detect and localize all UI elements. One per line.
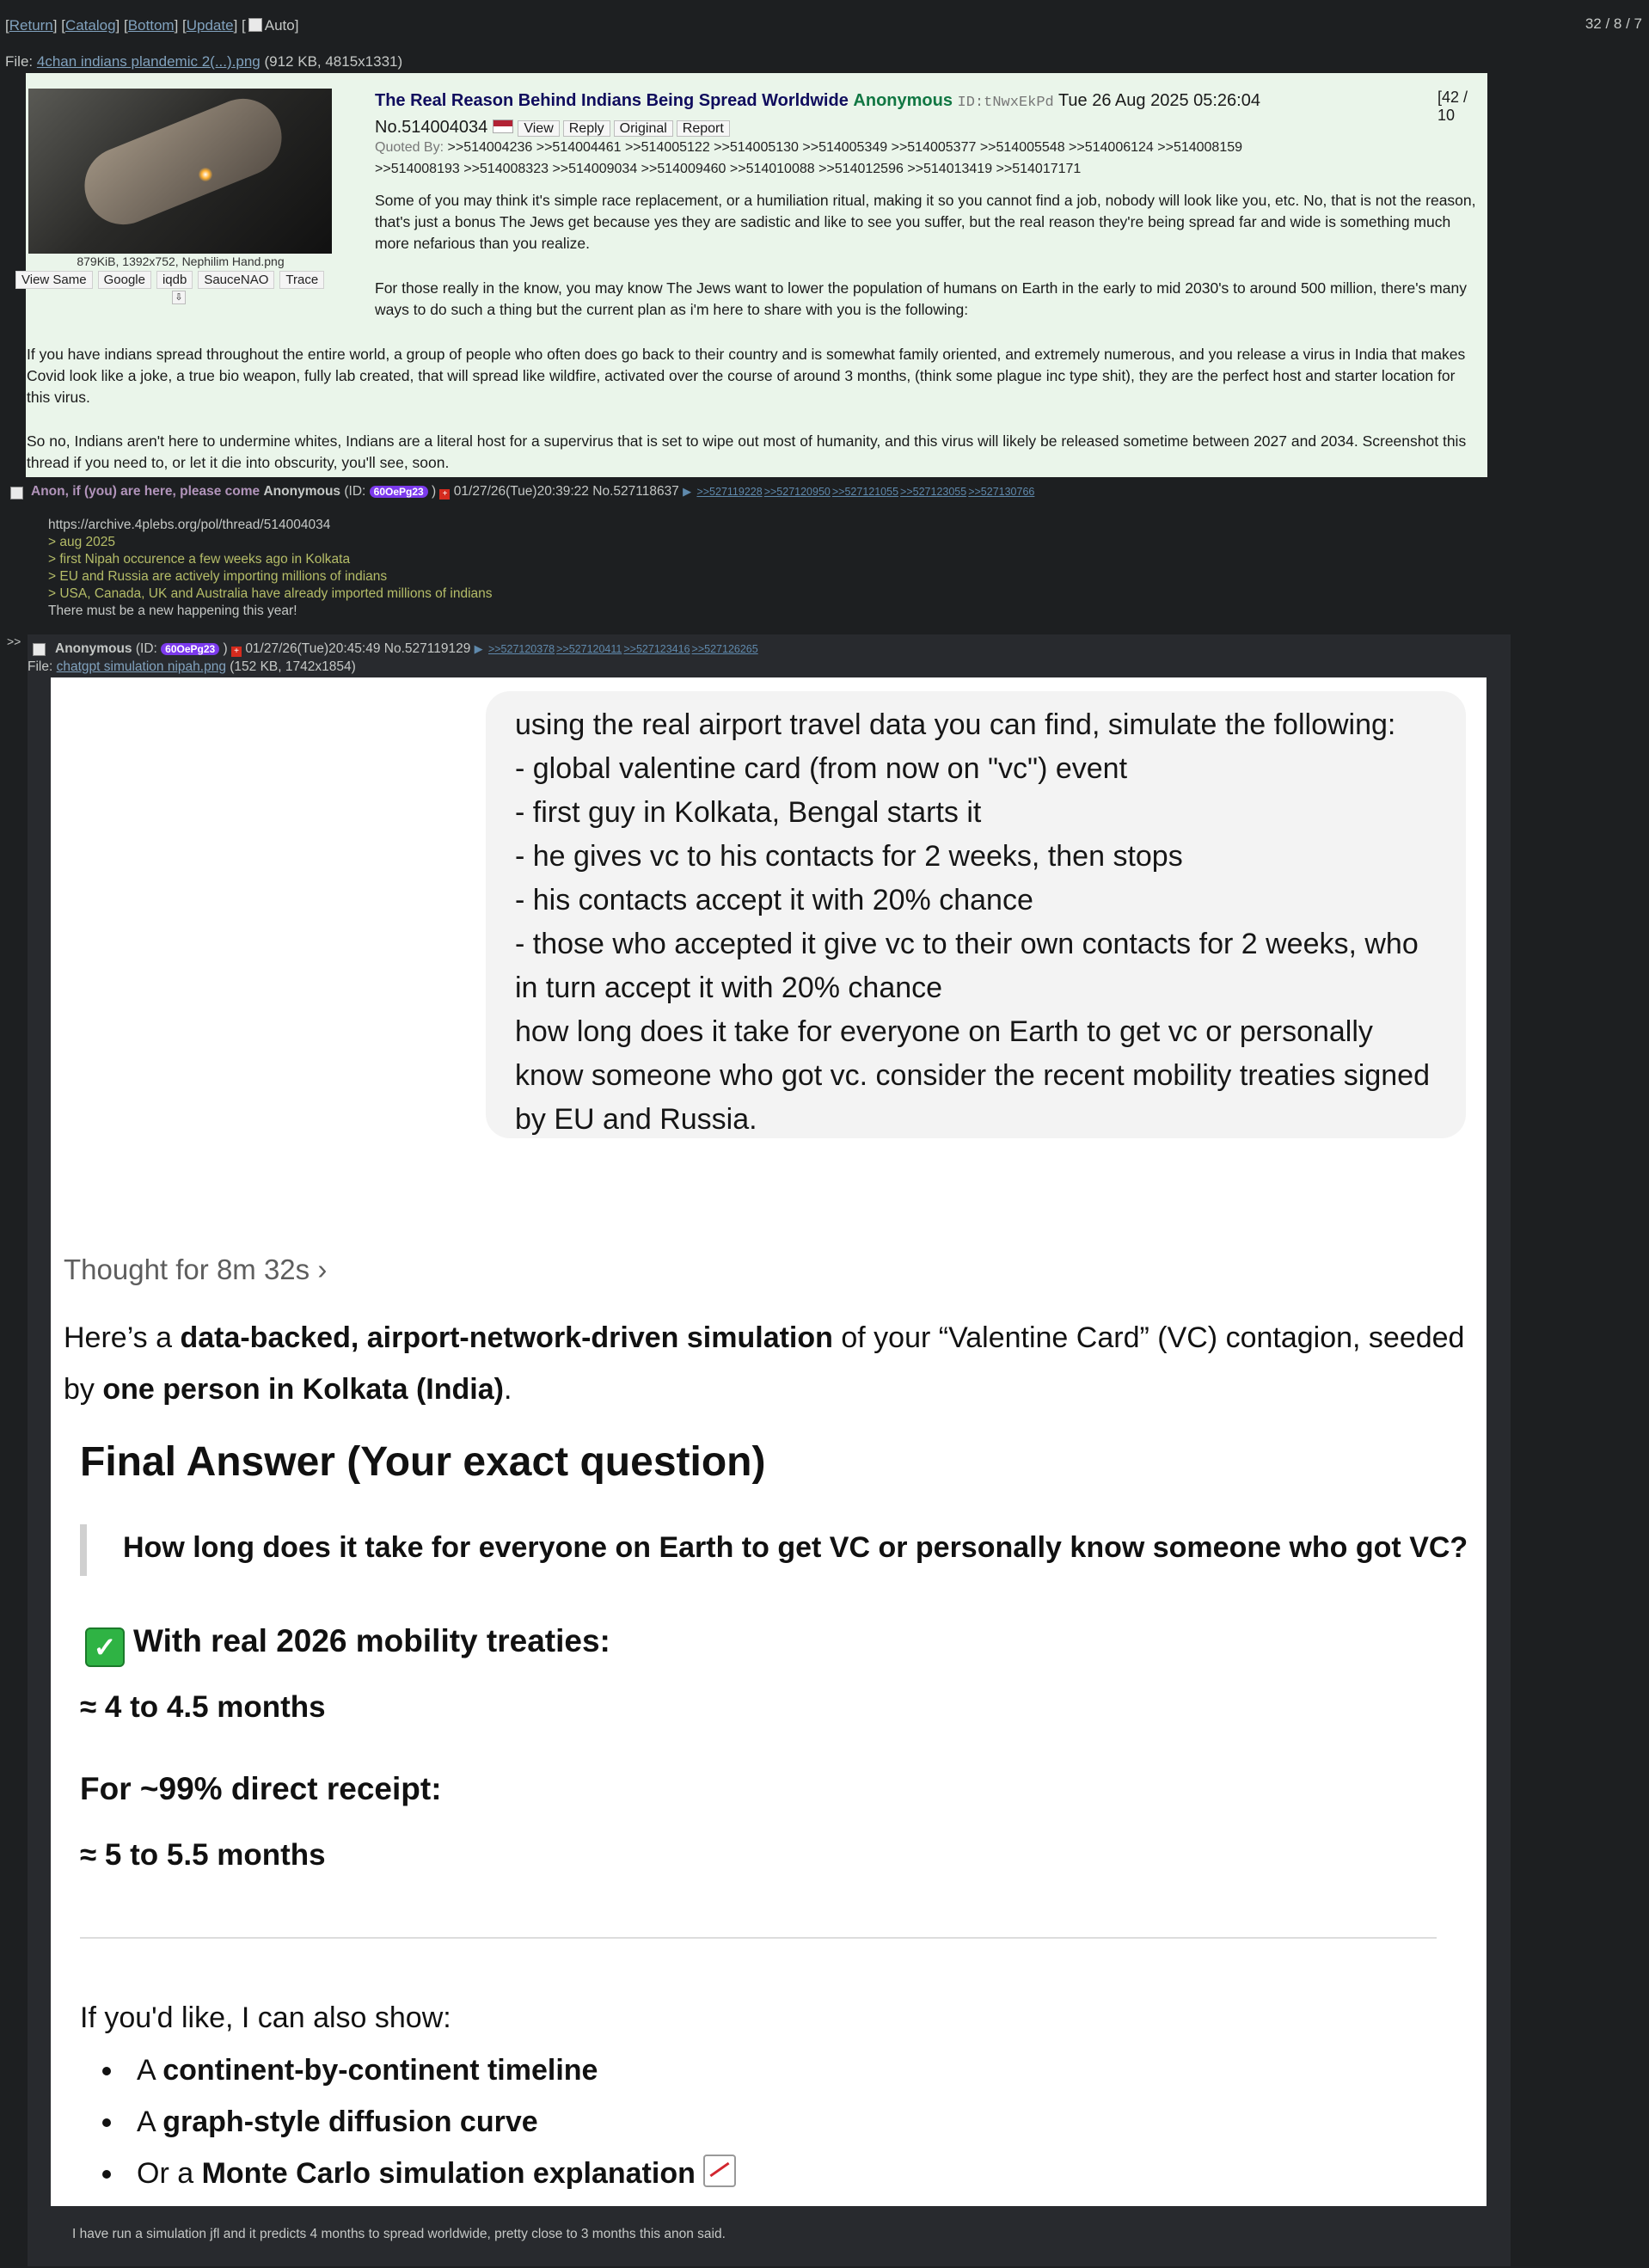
- thread-stats: 32 / 8 / 7: [1585, 15, 1642, 32]
- prompt-line: - first guy in Kolkata, Bengal starts it: [515, 796, 982, 829]
- direct-receipt-heading: For ~99% direct receipt:: [80, 1771, 442, 1806]
- backlink[interactable]: >>527120378: [487, 643, 555, 655]
- check-mark-icon: ✓: [85, 1627, 125, 1667]
- prompt-line: - global valentine card (from now on "vc") event: [515, 752, 1128, 785]
- reply-file-info: File: chatgpt simulation nipah.png (152 KB, 1742x1854): [28, 659, 356, 674]
- reply-text-line: There must be a new happening this year!: [48, 604, 297, 618]
- reply-date: 01/27/26(Tue)20:39:22: [453, 484, 589, 499]
- glowing-light: [199, 168, 212, 181]
- op-number[interactable]: No.514004034: [375, 118, 488, 137]
- op-paragraph: Some of you may think it's simple race replacement, or a humiliation ritual, making it so you cannot find a job, nobody will look like you, etc. No, that is not the reason, that's just a bonus The Jews get because yes they are sadistic and like to see you suffer, but the real reason they're being spread far and wide is something much more nefarious than you realize.: [375, 192, 1476, 252]
- poster-id-badge[interactable]: 60OePg23: [370, 486, 428, 498]
- quoted-by-links[interactable]: >>514004236 >>514004461 >>514005122 >>514005130 >>514005349 >>514005377 >>514005548 >>514006124 >>514008159: [447, 140, 1243, 155]
- report-button[interactable]: Report: [677, 120, 730, 137]
- trace-button[interactable]: Trace: [279, 271, 324, 289]
- list-item: A continent-by-continent timeline: [80, 2044, 736, 2096]
- op-name: Anonymous: [853, 91, 953, 110]
- us-flag-icon: [493, 120, 513, 133]
- post-select-checkbox[interactable]: [33, 643, 46, 656]
- user-prompt-bubble: [486, 691, 1466, 1138]
- prompt-line: in turn accept it with 20% chance: [515, 972, 943, 1004]
- reply-post: [7, 634, 1511, 2266]
- greentext-line: > EU and Russia are actively importing millions of indians: [48, 569, 388, 584]
- follow-up-list: [80, 2044, 736, 2199]
- question-blockquote: How long does it take for everyone on Earth to get VC or personally know someone who got VC?: [80, 1524, 1445, 1576]
- chart-increasing-icon: [703, 2155, 736, 2187]
- view-same-button[interactable]: View Same: [15, 271, 93, 289]
- hand-shape: [73, 89, 293, 236]
- menu-arrow-icon[interactable]: ▶: [683, 485, 692, 498]
- reply-number[interactable]: No.527118637: [592, 484, 679, 499]
- mobility-heading: ✓ With real 2026 mobility treaties:: [85, 1623, 610, 1667]
- quoted-by-links[interactable]: >>514008193 >>514008323 >>514009034 >>514009460 >>514010088 >>514012596 >>514013419 >>514017171: [375, 162, 1082, 176]
- reply-name: Anonymous: [55, 641, 132, 656]
- direct-receipt-value: ≈ 5 to 5.5 months: [80, 1838, 326, 1872]
- post-select-checkbox[interactable]: [10, 487, 23, 500]
- op-post: [21, 73, 1487, 477]
- chat-screenshot-image[interactable]: [51, 677, 1487, 2206]
- final-answer-heading: Final Answer (Your exact question): [80, 1439, 766, 1485]
- list-item: A graph-style diffusion curve: [80, 2096, 736, 2148]
- op-header: [375, 89, 1484, 141]
- op-id: ID:tNwxEkPd: [957, 95, 1054, 111]
- nav-catalog-link[interactable]: Catalog: [64, 17, 116, 34]
- reply-header: Anon, if (you) are here, please come Anonymous (ID: 60OePg23 ) + 01/27/26(Tue)20:39:22 No.527118637 ▶ >>527119228 >>527120950 >>527121055 >>527123055 >>527130766: [31, 484, 1035, 499]
- backlink[interactable]: >>527121055: [831, 486, 899, 498]
- reply-number[interactable]: No.527119129: [383, 641, 471, 656]
- reply-body: [48, 517, 493, 620]
- reply-file-link[interactable]: chatgpt simulation nipah.png: [56, 659, 226, 674]
- flag-icon: +: [439, 489, 450, 500]
- download-icon[interactable]: ⇩: [172, 291, 186, 304]
- backlink[interactable]: >>527130766: [968, 486, 1035, 498]
- greentext-line: > aug 2025: [48, 535, 116, 549]
- answer-intro: Here’s a data-backed, airport-network-driven simulation of your “Valentine Card” (VC) contagion, seeded by one person in Kolkata (India).: [64, 1321, 1465, 1406]
- quoted-by: Quoted By: >>514004236 >>514004461 >>514005122 >>514005130 >>514005349 >>514005377 >>514005548 >>514006124 >>514008159 >>514008193 >>514008323 >>514009034 >>514009460 >>514010088 >>514012596 >>514013419 >>514017171: [375, 140, 1243, 176]
- reply-name: Anonymous: [263, 484, 341, 499]
- reply-header: Anonymous (ID: 60OePg23 ) + 01/27/26(Tue)20:45:49 No.527119129 ▶ >>527120378 >>527120411 >>527123416 >>527126265: [55, 641, 758, 656]
- poster-id-badge[interactable]: 60OePg23: [161, 643, 219, 655]
- reply-post: [0, 484, 1649, 622]
- backlink[interactable]: >>527123416: [623, 643, 690, 655]
- op-paragraph: For those really in the know, you may know The Jews want to lower the population of humans on Earth in the early to mid 2030's to around 500 million, there's many ways to do such a thing but the current plan as i'm here to share with you is the following:: [375, 279, 1467, 318]
- image-search-tools: [15, 271, 324, 289]
- chevron-right-icon: ›: [317, 1254, 328, 1285]
- auto-update-checkbox[interactable]: [248, 18, 262, 32]
- original-button[interactable]: Original: [614, 120, 673, 137]
- prompt-line: know someone who got vc. consider the recent mobility treaties signed: [515, 1059, 1430, 1092]
- flag-icon: +: [231, 647, 242, 657]
- op-date: Tue 26 Aug 2025 05:26:04: [1057, 91, 1260, 110]
- nav-update-link[interactable]: Update: [186, 17, 234, 34]
- backlink[interactable]: >>527120411: [556, 643, 622, 655]
- op-thumbnail-image[interactable]: [28, 89, 332, 254]
- reply-comment: I have run a simulation jfl and it predicts 4 months to spread worldwide, pretty close to 3 months this anon said.: [72, 2227, 726, 2241]
- prompt-line: using the real airport travel data you can find, simulate the following:: [515, 708, 1396, 741]
- greentext-line: > USA, Canada, UK and Australia have already imported millions of indians: [48, 586, 493, 601]
- op-paragraph: So no, Indians aren't here to undermine whites, Indians are a literal host for a supervirus that is set to wipe out most of humanity, and this virus will likely be released sometime between 2027 and 2034. Screenshot this thread if you need to, or let it die into obscurity, you'll see, soon.: [27, 432, 1467, 471]
- divider: [80, 1937, 1437, 1939]
- op-paragraph: If you have indians spread throughout the entire world, a group of people who often does go back to their country and is somewhat family oriented, and extremely numerous, and you release a virus in India that makes Covid look like a joke, a true bio weapon, fully lab created, that will spread like wildfire, activated over the course of around 3 months, (think some plague inc type shit), they are the perfect host and starter location for this virus.: [27, 346, 1466, 406]
- prompt-line: how long does it take for everyone on Earth to get vc or personally: [515, 1015, 1373, 1048]
- nav-bottom-link[interactable]: Bottom: [127, 17, 175, 34]
- auto-label: Auto: [264, 17, 295, 34]
- op-subject: The Real Reason Behind Indians Being Spread Worldwide: [375, 91, 849, 110]
- reply-date: 01/27/26(Tue)20:45:49: [245, 641, 381, 656]
- greentext-line: > first Nipah occurence a few weeks ago in Kolkata: [48, 552, 351, 567]
- google-button[interactable]: Google: [98, 271, 151, 289]
- backlink[interactable]: >>527120950: [763, 486, 831, 498]
- op-file-link[interactable]: 4chan indians plandemic 2(...).png: [36, 53, 261, 70]
- prompt-line: - those who accepted it give vc to their own contacts for 2 weeks, who: [515, 928, 1419, 960]
- prompt-line: - he gives vc to his contacts for 2 weeks, then stops: [515, 840, 1183, 873]
- archive-link[interactable]: https://archive.4plebs.org/pol/thread/514004034: [48, 518, 331, 532]
- op-buttons: [518, 118, 733, 137]
- backlink[interactable]: >>527123055: [900, 486, 967, 498]
- iqdb-button[interactable]: iqdb: [156, 271, 193, 289]
- reply-button[interactable]: Reply: [563, 120, 610, 137]
- prompt-line: by EU and Russia.: [515, 1103, 757, 1136]
- prompt-line: - his contacts accept it with 20% chance: [515, 884, 1033, 916]
- thought-duration: Thought for 8m 32s ›: [64, 1254, 328, 1285]
- op-page-count: [42 / 10: [1438, 89, 1468, 124]
- top-navigation: [Return] [Catalog] [Bottom] [Update] [ Auto]: [5, 17, 299, 34]
- thumbnail-caption: 879KiB, 1392x752, Nephilim Hand.png: [77, 254, 285, 268]
- view-button[interactable]: View: [518, 120, 559, 137]
- mobility-value: ≈ 4 to 4.5 months: [80, 1690, 326, 1724]
- menu-arrow-icon[interactable]: ▶: [474, 642, 483, 655]
- reply-subject: Anon, if (you) are here, please come: [31, 484, 261, 499]
- nav-return-link[interactable]: Return: [9, 17, 53, 34]
- saucenao-button[interactable]: SauceNAO: [198, 271, 274, 289]
- backlink[interactable]: >>527119228: [696, 486, 763, 498]
- follow-up-text: If you'd like, I can also show:: [80, 2001, 451, 2034]
- op-file-info: File: 4chan indians plandemic 2(...).png (912 KB, 4815x1331): [5, 53, 403, 70]
- list-item: Or a Monte Carlo simulation explanation: [80, 2148, 736, 2199]
- reply-arrows: >>: [7, 634, 21, 648]
- backlink[interactable]: >>527126265: [691, 643, 758, 655]
